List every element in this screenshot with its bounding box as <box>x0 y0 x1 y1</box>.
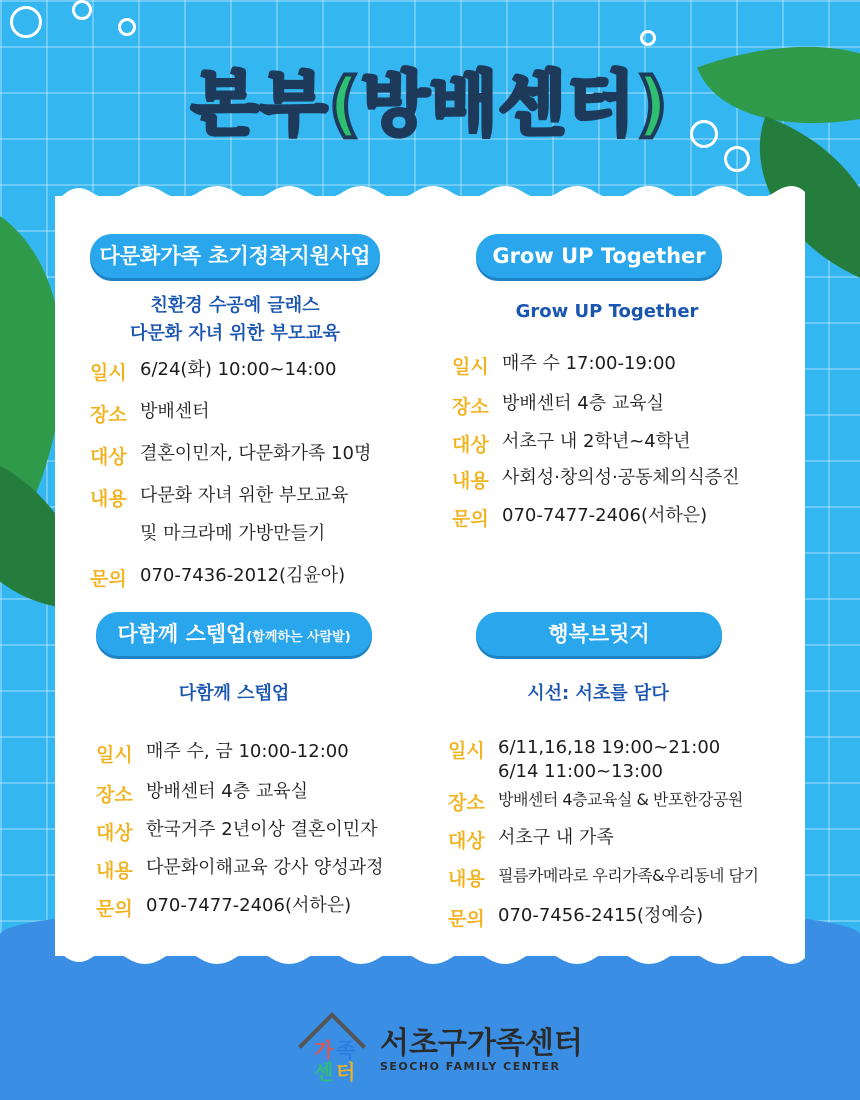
program-title-pill: 행복브릿지 <box>476 612 722 656</box>
bubble-decoration <box>10 6 42 38</box>
info-row: 장소 방배센터 4층 교육실 <box>96 781 308 806</box>
info-row: 문의 070-7456-2415(정예승) <box>448 905 704 930</box>
info-row: 6/14 11:00~13:00 <box>498 761 663 782</box>
info-row: 장소 방배센터 <box>90 401 210 426</box>
info-row: 장소 방배센터 4층 교육실 <box>452 393 664 418</box>
info-row: 대상 서초구 내 2학년~4학년 <box>452 431 691 456</box>
bubble-decoration <box>724 146 750 172</box>
center-name: 서초구가족센터 <box>380 1025 583 1061</box>
program-title-pill: 다문화가족 초기정착지원사업 <box>90 234 380 278</box>
info-row: 대상 결혼이민자, 다문화가족 10명 <box>90 443 372 468</box>
info-row: 장소 방배센터 4층교육실 & 반포한강공원 <box>448 790 743 814</box>
info-row: 내용 다문화 자녀 위한 부모교육 <box>90 485 349 510</box>
bubble-decoration <box>118 18 136 36</box>
program-subtitle: 친환경 수공예 글래스 다문화 자녀 위한 부모교육 <box>129 295 341 344</box>
center-name-english: SEOCHO FAMILY CENTER <box>380 1059 561 1073</box>
bubble-decoration <box>640 30 656 46</box>
house-logo-icon: 가 족 센 터 <box>300 1020 370 1080</box>
info-row: 일시 매주 수 17:00-19:00 <box>452 353 676 378</box>
info-row: 및 마크라메 가방만들기 <box>140 523 326 544</box>
page-title: 본부(방배센터) <box>191 63 669 145</box>
info-row: 대상 한국거주 2년이상 결혼이민자 <box>96 819 378 844</box>
info-row: 대상 서초구 내 가족 <box>448 827 614 852</box>
info-row: 일시 6/24(화) 10:00~14:00 <box>90 359 337 384</box>
info-row: 문의 070-7477-2406(서하은) <box>96 895 352 920</box>
program-title-pill: 다함께 스텝업(함께하는 사람발) <box>96 612 372 656</box>
info-row: 내용 필름카메라로 우리가족&우리동네 담기 <box>448 866 759 890</box>
info-row: 내용 다문화이해교육 강사 양성과정 <box>96 857 384 882</box>
program-subtitle: Grow UP Together <box>515 301 699 322</box>
card-wave-edge-bottom <box>55 946 805 970</box>
info-row: 문의 070-7477-2406(서하은) <box>452 505 708 530</box>
info-row: 일시 6/11,16,18 19:00~21:00 <box>448 737 721 762</box>
bubble-decoration <box>72 0 92 20</box>
program-subtitle: 다함께 스텝업 <box>178 683 290 704</box>
info-row: 문의 070-7436-2012(김윤아) <box>90 565 346 590</box>
program-section <box>448 612 788 942</box>
center-logo <box>300 1020 583 1084</box>
info-row: 일시 매주 수, 금 10:00-12:00 <box>96 741 349 766</box>
program-section <box>96 612 396 934</box>
program-section <box>452 234 762 544</box>
program-title-pill: Grow UP Together <box>476 234 722 278</box>
program-subtitle: 시선: 서초를 담다 <box>527 683 669 704</box>
program-section <box>90 234 380 606</box>
info-row: 내용 사회성·창의성·공동체의식증진 <box>452 467 740 492</box>
